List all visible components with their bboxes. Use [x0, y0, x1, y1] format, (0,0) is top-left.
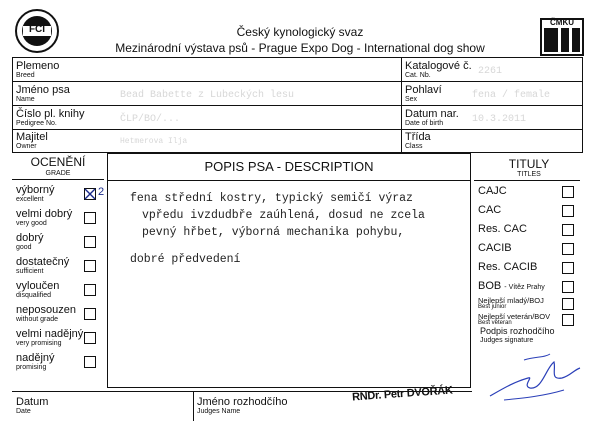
- title-item-label: CAJC: [478, 185, 507, 197]
- description-line: vpředu ivzdudbře zaúhlená, dosud ne zcela: [142, 209, 425, 222]
- title-item-label: BOB: [478, 280, 502, 292]
- grade-item-sub: very good: [16, 220, 47, 227]
- cmku-logo: [540, 18, 584, 56]
- grade-checkbox[interactable]: [84, 236, 96, 248]
- header-event: Mezinárodní výstava psů - Prague Expo Dog - International dog show: [115, 41, 485, 55]
- class-sub: Class: [405, 143, 423, 150]
- title-checkbox[interactable]: [562, 314, 574, 326]
- title-checkbox[interactable]: [562, 281, 574, 293]
- grade-title: OCENĚNÍ: [30, 155, 86, 169]
- pedigree-label: Číslo pl. knihy: [16, 108, 85, 120]
- description-title: POPIS PSA - DESCRIPTION: [204, 159, 374, 174]
- catalog-label: Katalogové č.: [405, 60, 472, 72]
- grade-item-label: dostatečný: [16, 256, 70, 268]
- title-item-label-wrap: [478, 185, 507, 197]
- grade-item-label: velmi nadějný: [16, 328, 84, 340]
- judge-sig-label: Podpis rozhodčího: [480, 326, 555, 336]
- title-item: [478, 279, 582, 297]
- sex-value: fena / female: [472, 90, 551, 101]
- grade-checkbox[interactable]: [84, 188, 96, 200]
- grade-item-label: nadějný: [16, 352, 55, 364]
- judge-name-label: Jméno rozhodčího: [197, 396, 288, 408]
- title-checkbox[interactable]: [562, 243, 574, 255]
- description-box: [107, 153, 471, 388]
- dog-name-label: Jméno psa: [16, 84, 70, 96]
- grade-checkbox[interactable]: [84, 212, 96, 224]
- grade-item: [16, 280, 104, 302]
- grade-item-label: výborný: [16, 184, 55, 196]
- owner-value: Hetmerova Ilja: [120, 137, 188, 146]
- judge-sig-sub: Judges signature: [480, 337, 534, 344]
- title-item: [478, 203, 582, 221]
- owner-sub: Owner: [16, 143, 37, 150]
- grade-item: [16, 208, 104, 230]
- grade-item-label: neposouzen: [16, 304, 76, 316]
- titles-title: TITULY: [508, 157, 550, 171]
- description-line: pevný hřbet, výborná mechanika pohybu,: [142, 226, 405, 239]
- title-item: [478, 222, 582, 240]
- title-item: [478, 260, 582, 278]
- grade-title-sub: GRADE: [45, 170, 71, 177]
- dob-sub: Date of birth: [405, 120, 444, 127]
- title-item-label-wrap: [478, 261, 537, 273]
- title-item: [478, 241, 582, 259]
- grade-item: [16, 328, 104, 350]
- cmku-logo-text: ČMKU: [550, 18, 574, 27]
- grade-item-sub: good: [16, 244, 32, 251]
- grade-item-sub: sufficient: [16, 268, 44, 275]
- title-item-suffix: - Vítěz Prahy: [504, 284, 545, 291]
- header-org: Český kynologický svaz: [236, 25, 364, 39]
- grade-item-label: vyloučen: [16, 280, 60, 292]
- fci-logo-text: FCI: [28, 24, 46, 35]
- sex-sub: Sex: [405, 96, 418, 103]
- judge-signature: [484, 348, 584, 406]
- fci-logo: [14, 8, 60, 54]
- title-item-label-wrap: [478, 204, 501, 216]
- grade-item-sub: excellent: [16, 196, 44, 203]
- grade-item-label: dobrý: [16, 232, 44, 244]
- description-line: fena střední kostry, typický semičí výraz: [130, 192, 413, 205]
- title-checkbox[interactable]: [562, 186, 574, 198]
- title-checkbox[interactable]: [562, 224, 574, 236]
- date-sub: Date: [16, 408, 31, 415]
- grade-checkbox[interactable]: [84, 332, 96, 344]
- title-item-sub: Best junior: [478, 304, 507, 310]
- catalog-value: 2261: [478, 66, 503, 77]
- title-item: [478, 184, 582, 202]
- grade-item: [16, 304, 104, 326]
- grade-checkbox[interactable]: [84, 308, 96, 320]
- dob-value: 10.3.2011: [472, 114, 527, 125]
- pedigree-value: ČLP/BO/...: [120, 114, 181, 125]
- dog-name-value: Bead Babette z Lubeckých lesu: [120, 90, 295, 101]
- title-item-label-wrap: [478, 223, 527, 235]
- breed-sub: Breed: [16, 72, 35, 79]
- title-checkbox[interactable]: [562, 205, 574, 217]
- grade-item-sub: promising: [16, 364, 47, 371]
- title-item-sub: Best veteran: [478, 320, 512, 326]
- grade-item-sub: very promising: [16, 340, 62, 347]
- grade-item-label: velmi dobrý: [16, 208, 73, 220]
- grade-item: [16, 352, 104, 374]
- title-item-label: Nejlepší veterán/BOV: [478, 312, 551, 321]
- title-item-label: Nejlepší mladý/BOJ: [478, 296, 544, 305]
- title-item-label: Res. CACIB: [478, 261, 538, 273]
- title-checkbox[interactable]: [562, 298, 574, 310]
- dog-name-sub: Name: [16, 96, 35, 103]
- description-text: [130, 190, 425, 268]
- title-item-label-wrap: [478, 280, 545, 294]
- titles-title-sub: TITLES: [517, 171, 541, 178]
- breed-label: Plemeno: [16, 60, 60, 72]
- title-item-label: CACIB: [478, 242, 512, 254]
- title-item-label: CAC: [478, 204, 502, 216]
- grade-item: [16, 184, 104, 206]
- grade-item-sub: without grade: [16, 316, 59, 323]
- sex-label: Pohlaví: [405, 84, 442, 96]
- judge-name-sub: Judges Name: [197, 408, 241, 415]
- date-label: Datum: [16, 396, 49, 408]
- grade-item-sub: disqualified: [16, 292, 52, 299]
- grade-checkbox[interactable]: [84, 356, 96, 368]
- pedigree-sub: Pedigree No.: [16, 120, 57, 127]
- title-item-label-wrap: [478, 242, 512, 254]
- grade-item: [16, 232, 104, 254]
- owner-label: Majitel: [16, 131, 48, 143]
- catalog-sub: Cat. Nb.: [405, 72, 431, 79]
- judge-name-stamp: RNDr. Petr DVOŘÁK: [351, 384, 453, 404]
- grade-item: [16, 256, 104, 278]
- grade-mark: 2: [98, 186, 105, 198]
- dob-label: Datum nar.: [405, 108, 459, 120]
- title-item-label: Res. CAC: [478, 223, 527, 235]
- grade-checkbox[interactable]: [84, 260, 96, 272]
- grade-checkbox[interactable]: [84, 284, 96, 296]
- title-checkbox[interactable]: [562, 262, 574, 274]
- description-line: dobré předvedení: [130, 253, 241, 266]
- class-label: Třída: [405, 131, 431, 143]
